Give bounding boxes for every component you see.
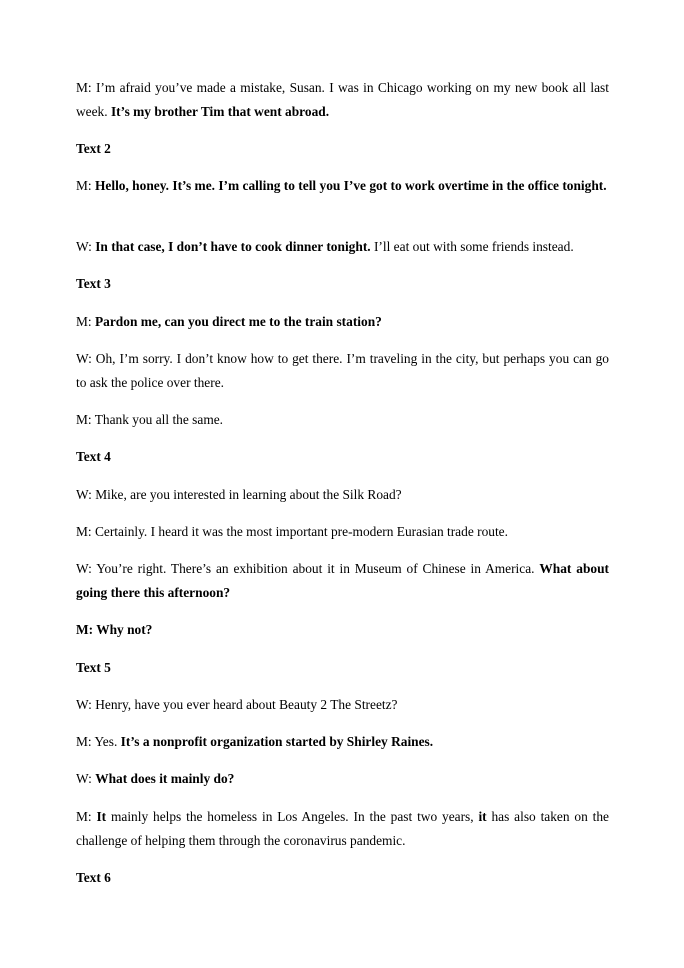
plain-text: M: Thank you all the same. — [76, 412, 224, 427]
dialogue-line — [76, 310, 609, 334]
dialogue-line — [76, 347, 609, 394]
dialogue-line — [76, 483, 609, 507]
section-heading: Text 2 — [76, 141, 111, 156]
bold-text: What about going there this afternoon? — [76, 561, 609, 600]
dialogue-line — [76, 557, 609, 604]
dialogue-line — [76, 805, 609, 852]
dialogue-line — [76, 76, 609, 123]
dialogue-line — [76, 174, 609, 198]
bold-text: It’s my brother Tim that went abroad. — [110, 103, 330, 119]
section-heading: Text 5 — [76, 660, 111, 675]
plain-text: W: Henry, have you ever heard about Beauty 2 The Streetz? — [76, 697, 398, 712]
speaker-text: M: I’m afraid you’ve made a mistake, Susan. I was in Chicago working on my new book all last week. — [76, 80, 609, 119]
bold-text: It’s a nonprofit organization started by Shirley Raines. — [120, 734, 434, 749]
speaker-text: W: — [76, 239, 96, 254]
bold-text: It — [96, 809, 107, 824]
dialogue-line — [76, 693, 609, 717]
bold-text: M: Why not? — [76, 622, 153, 637]
speaker-text: M: — [76, 178, 95, 193]
bold-text: In that case, I don’t have to cook dinner tonight. — [95, 239, 371, 254]
speaker-text: M: Yes. — [76, 734, 121, 749]
section-heading: Text 4 — [76, 449, 111, 464]
plain-text: W: You’re right. There’s an exhibition about it in Museum of Chinese in America. — [76, 561, 540, 576]
speaker-text: W: — [76, 771, 96, 786]
plain-text: has also taken on the challenge of helping them through the coronavirus pandemic. — [76, 809, 609, 848]
plain-text: mainly helps the homeless in Los Angeles. In the past two years, — [106, 809, 479, 824]
speaker-text: M: — [76, 809, 97, 824]
dialogue-line — [76, 618, 609, 642]
bold-text: What does it mainly do? — [95, 771, 235, 786]
bold-text: Hello, honey. It’s me. I’m calling to tell you I’ve got to work overtime in the office tonight. — [94, 178, 607, 193]
dialogue-line — [76, 520, 609, 544]
plain-text: W: Mike, are you interested in learning about the Silk Road? — [76, 487, 402, 502]
dialogue-line — [76, 730, 609, 754]
speaker-text: M: — [76, 314, 95, 329]
dialogue-line — [76, 408, 609, 432]
bold-text: it — [478, 809, 487, 824]
bold-text: Pardon me, can you direct me to the train station? — [94, 314, 382, 329]
plain-text: M: Certainly. I heard it was the most important pre-modern Eurasian trade route. — [76, 524, 508, 539]
section-heading: Text 3 — [76, 276, 111, 291]
plain-text: I’ll eat out with some friends instead. — [370, 239, 574, 254]
section-heading: Text 6 — [76, 870, 111, 885]
plain-text: W: Oh, I’m sorry. I don’t know how to get there. I’m traveling in the city, but perhaps you can go to ask the police over there. — [76, 351, 609, 390]
dialogue-line — [76, 235, 609, 259]
dialogue-line — [76, 767, 609, 791]
